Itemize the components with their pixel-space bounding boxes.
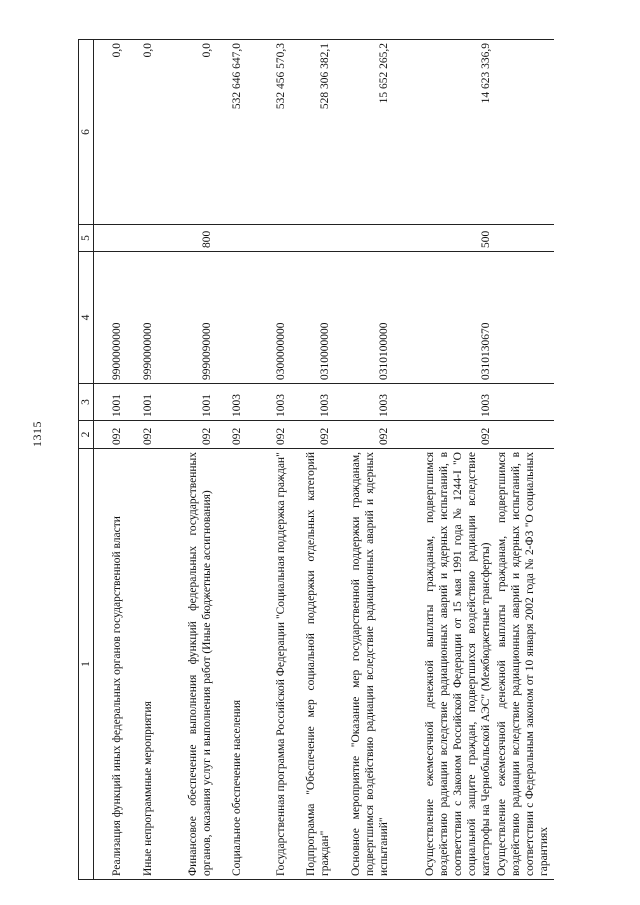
row-name: Осуществление ежемесячной денежной выплаты гражданам, подвергшимся воздействию радиации вследствие радиационных аварий и ядерных испытаний, в соответствии с Федеральным законом от 10 января 2002 года № 2-ФЗ "О социальных гарантиях xyxy=(494,449,554,880)
header-col-2: 2 xyxy=(79,421,94,449)
row-name: Финансовое обеспечение выполнения функций федеральных государственных органов, оказания услуг и выполнения работ (Иные бюджетные ассигнования) xyxy=(156,449,215,880)
row-sum: 14 623 336,9 xyxy=(392,40,494,225)
row-ministry xyxy=(494,421,554,449)
table-row xyxy=(245,40,289,880)
row-sum: 532 646 647,0 xyxy=(215,40,245,225)
row-sum: 0,0 xyxy=(156,40,215,225)
row-sum: 528 306 382,1 xyxy=(289,40,333,225)
row-ministry: 092 xyxy=(392,421,494,449)
row-target: 0310100000 xyxy=(333,252,392,384)
row-name: Социальное обеспечение населения xyxy=(215,449,245,880)
header-row xyxy=(79,40,94,880)
row-ministry: 092 xyxy=(289,421,333,449)
row-sum: 532 456 570,3 xyxy=(245,40,289,225)
row-sum: 15 652 265,2 xyxy=(333,40,392,225)
table-row xyxy=(125,40,156,880)
table-row xyxy=(333,40,392,880)
row-target: 0300000000 xyxy=(245,252,289,384)
row-section: 1001 xyxy=(125,384,156,421)
row-vr xyxy=(333,225,392,252)
row-ministry: 092 xyxy=(333,421,392,449)
header-col-1: 1 xyxy=(79,449,94,880)
row-name: Осуществление ежемесячной денежной выплаты гражданам, подвергшимся воздействию радиации вследствие радиационных аварий и ядерных испытаний, в соответствии с Законом Российской Федерации от 15 мая 1991 года № 1244-I "О социальной защите граждан, подвергшихся воздействию радиации вследствие катастрофы на Чернобыльской АЭС" (Межбюджетные трансферты) xyxy=(392,449,494,880)
table-row xyxy=(94,40,125,880)
table-row xyxy=(494,40,554,880)
table-row xyxy=(289,40,333,880)
budget-table xyxy=(78,39,554,880)
header-col-6: 6 xyxy=(79,40,94,225)
table-row xyxy=(156,40,215,880)
row-section: 1003 xyxy=(215,384,245,421)
row-sum: 0,0 xyxy=(94,40,125,225)
budget-table-rotated xyxy=(78,40,633,880)
row-name: Основное мероприятие "Оказание мер государственной поддержки гражданам, подвергшимся воздействию радиации вследствие радиационных аварий и ядерных испытаний" xyxy=(333,449,392,880)
row-vr: 500 xyxy=(392,225,494,252)
row-ministry: 092 xyxy=(245,421,289,449)
row-target: 0310000000 xyxy=(289,252,333,384)
row-section: 1001 xyxy=(156,384,215,421)
header-col-3: 3 xyxy=(79,384,94,421)
row-name: Подпрограмма "Обеспечение мер социальной поддержки отдельных категорий граждан" xyxy=(289,449,333,880)
table-row xyxy=(392,40,494,880)
row-name: Государственная программа Российской Федерации "Социальная поддержка граждан" xyxy=(245,449,289,880)
header-col-4: 4 xyxy=(79,252,94,384)
row-vr xyxy=(245,225,289,252)
row-ministry: 092 xyxy=(156,421,215,449)
row-target: 9900000000 xyxy=(94,252,125,384)
row-section: 1003 xyxy=(245,384,289,421)
row-vr: 800 xyxy=(156,225,215,252)
row-target xyxy=(215,252,245,384)
row-vr xyxy=(94,225,125,252)
row-section: 1003 xyxy=(392,384,494,421)
row-section: 1003 xyxy=(333,384,392,421)
header-col-5: 5 xyxy=(79,225,94,252)
row-vr xyxy=(125,225,156,252)
row-target xyxy=(494,252,554,384)
row-ministry: 092 xyxy=(94,421,125,449)
row-vr xyxy=(494,225,554,252)
row-ministry: 092 xyxy=(215,421,245,449)
row-target: 9990000000 xyxy=(125,252,156,384)
row-name: Иные непрограммные мероприятия xyxy=(125,449,156,880)
table-row xyxy=(215,40,245,880)
row-name: Реализация функций иных федеральных органов государственной власти xyxy=(94,449,125,880)
row-vr xyxy=(215,225,245,252)
row-target: 0310130670 xyxy=(392,252,494,384)
row-vr xyxy=(289,225,333,252)
row-section: 1003 xyxy=(289,384,333,421)
row-section: 1001 xyxy=(94,384,125,421)
row-target: 9990090000 xyxy=(156,252,215,384)
row-section xyxy=(494,384,554,421)
row-sum: 0,0 xyxy=(125,40,156,225)
row-sum xyxy=(494,40,554,225)
row-ministry: 092 xyxy=(125,421,156,449)
page-number: 1315 xyxy=(30,421,44,447)
